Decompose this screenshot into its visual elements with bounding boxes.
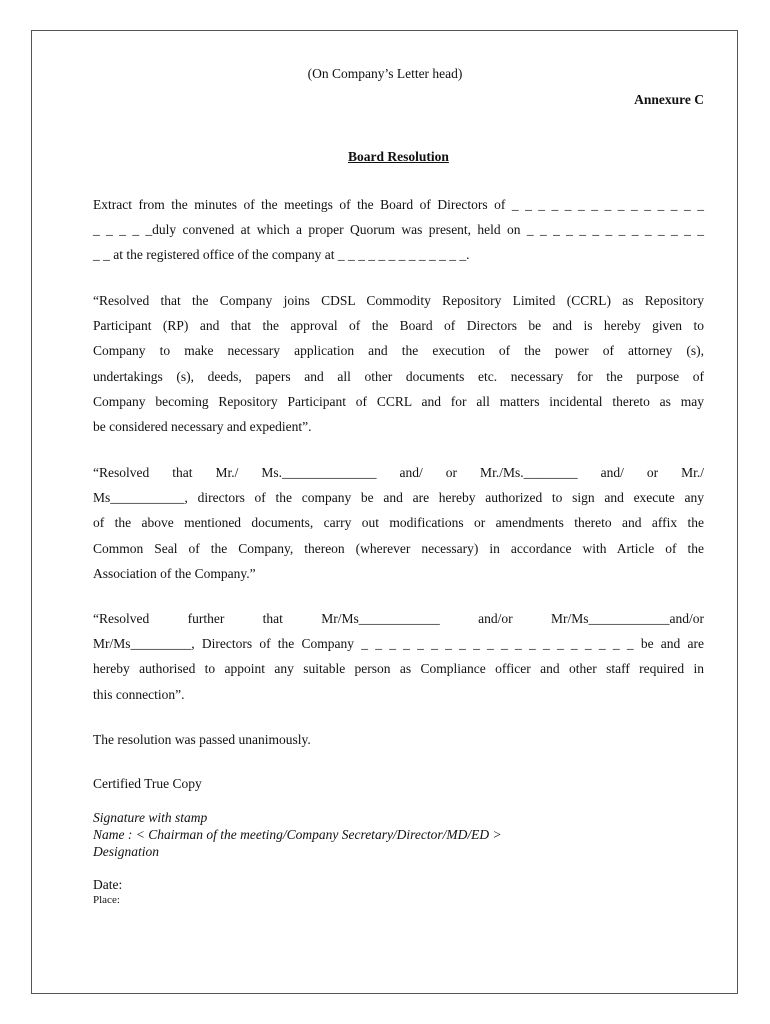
date-label: Date: xyxy=(93,877,123,892)
signature-block xyxy=(93,809,502,860)
resolution-1-line: undertakings (s), deeds, papers and all other documents etc. necessary for the purpose of xyxy=(93,368,704,384)
annexure-label: Annexure C xyxy=(634,92,704,107)
resolution-3-line: Mr/Ms_________, Directors of the Company _ _ _ _ _ _ _ _ _ _ _ _ _ _ _ _ _ _ _ _ be and are xyxy=(93,636,704,652)
resolution-1-line: Company to make necessary application and the execution of the power of attorney (s), xyxy=(93,343,704,359)
resolution-1-paragraph xyxy=(93,288,704,439)
extract-line: _ _ at the registered office of the company at _ _ _ _ _ _ _ _ _ _ _ _ _. xyxy=(93,247,470,263)
resolution-2-paragraph xyxy=(93,460,704,586)
certified-true-copy: Certified True Copy xyxy=(93,776,202,791)
resolution-3-paragraph xyxy=(93,606,704,707)
resolution-3-line: hereby authorised to appoint any suitable person as Compliance officer and other staff required in xyxy=(93,661,704,677)
signature-name-line: Name : < Chairman of the meeting/Company Secretary/Director/MD/ED > xyxy=(93,827,502,842)
resolution-3-line: “Resolved further that Mr/Ms____________ and/or Mr/Ms____________and/or xyxy=(93,611,704,626)
resolution-1-line: Participant (RP) and that the approval of the Board of Directors be and is hereby given to xyxy=(93,318,704,334)
resolution-2-line: Common Seal of the Company, thereon (wherever necessary) in accordance with Article of the xyxy=(93,540,704,556)
signature-stamp-line: Signature with stamp xyxy=(93,810,208,825)
place-label: Place: xyxy=(93,894,120,906)
extract-line: Extract from the minutes of the meetings of the Board of Directors of _ _ _ _ _ _ _ _ _ _ _ _ _ _ _ xyxy=(93,197,704,212)
passed-statement: The resolution was passed unanimously. xyxy=(93,732,311,747)
letterhead-note: (On Company’s Letter head) xyxy=(307,66,463,81)
resolution-2-line: Ms___________, directors of the company be and are hereby authorized to sign and execute any xyxy=(93,490,704,506)
signature-designation-line: Designation xyxy=(93,844,159,859)
resolution-2-line: Association of the Company.” xyxy=(93,565,256,581)
extract-line: _ _ _ _ _duly convened at which a proper Quorum was present, held on _ _ _ _ _ _ _ _ _ _ _ _ _ _ xyxy=(93,222,704,238)
extract-paragraph xyxy=(93,192,704,268)
resolution-3-line: this connection”. xyxy=(93,686,185,702)
resolution-2-line: of the above mentioned documents, carry out modifications or amendments thereto and affix the xyxy=(93,515,704,531)
resolution-1-line: be considered necessary and expedient”. xyxy=(93,419,312,435)
resolution-1-line: Company becoming Repository Participant of CCRL and for all matters incidental thereto as may xyxy=(93,393,704,409)
resolution-1-line: “Resolved that the Company joins CDSL Commodity Repository Limited (CCRL) as Repository xyxy=(93,293,704,308)
resolution-2-line: “Resolved that Mr./ Ms.______________ and/ or Mr./Ms.________ and/ or Mr./ xyxy=(93,465,704,480)
document-title: Board Resolution xyxy=(348,149,449,164)
